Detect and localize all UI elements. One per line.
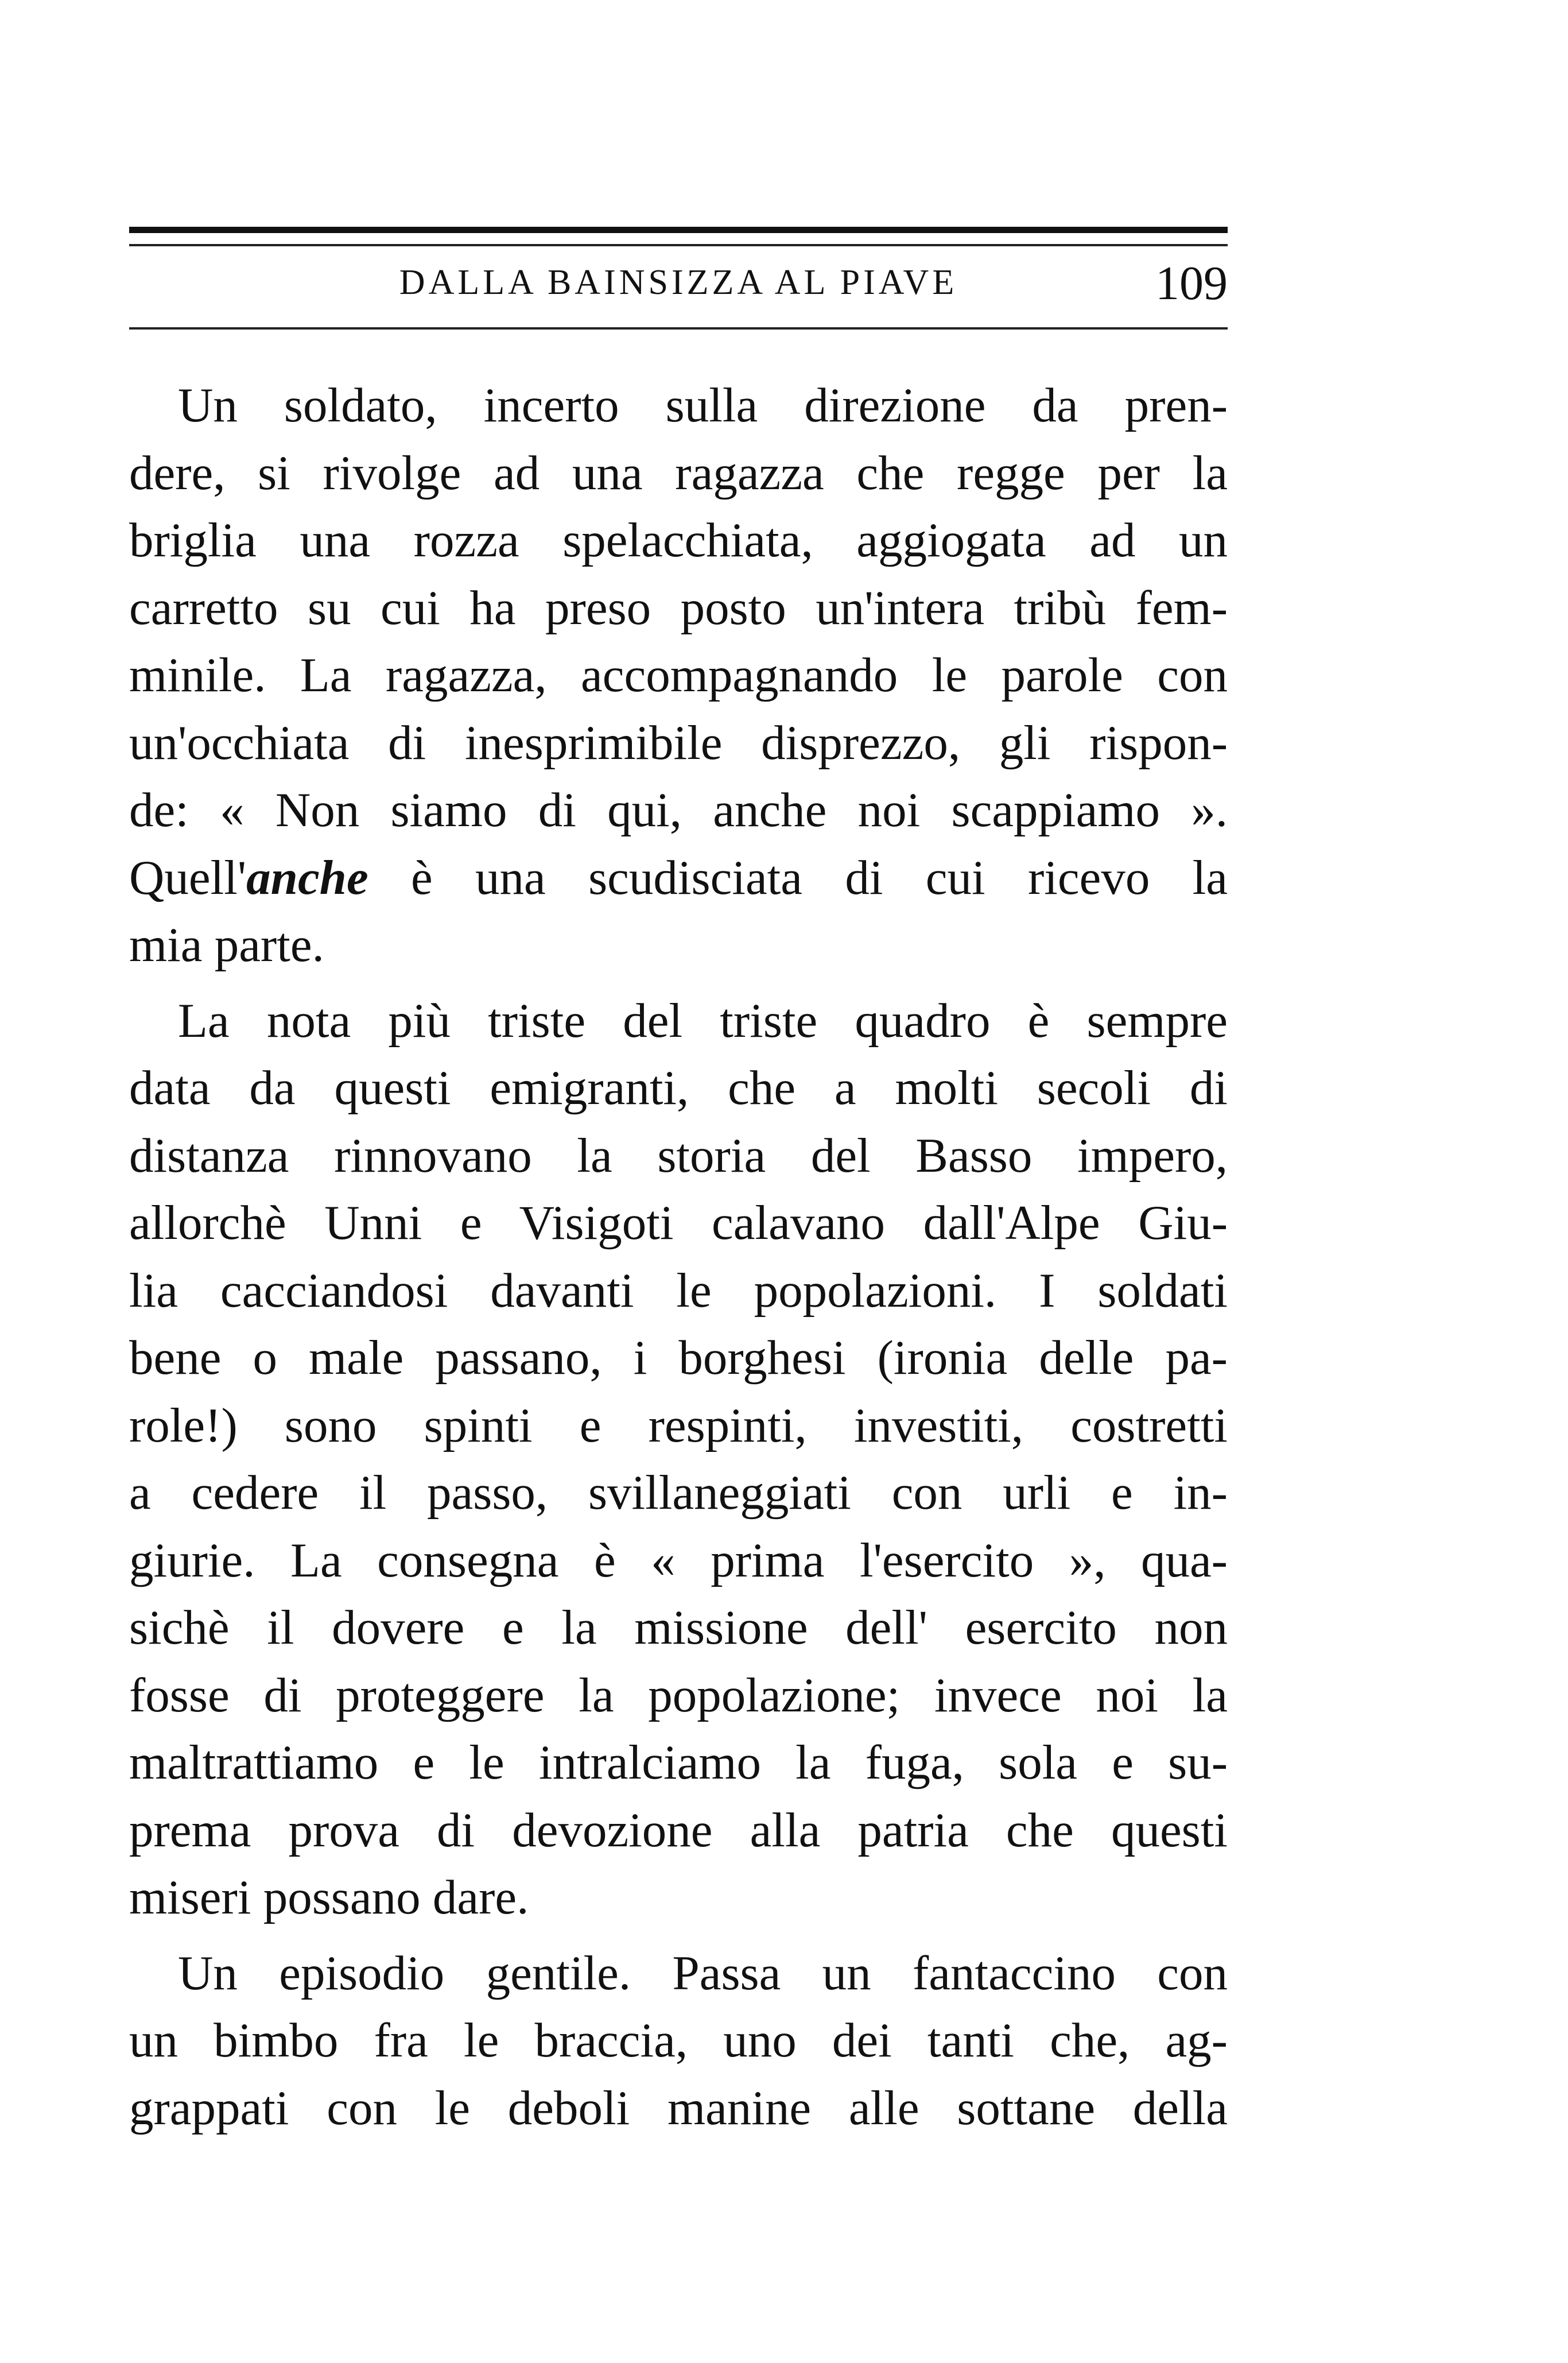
text-line: prema prova di devozione alla patria che questi: [129, 1803, 1228, 1857]
header-rule-thick: [129, 227, 1228, 233]
text-run: Quell': [129, 850, 247, 905]
text-line: La nota più triste del triste quadro è sempre: [178, 993, 1228, 1048]
text-run: è una scudisciata di cui ricevo la: [368, 850, 1228, 905]
header-rule-bottom: [129, 327, 1228, 330]
text-line: allorchè Unni e Visigoti calavano dall'Alpe Giu-: [129, 1196, 1228, 1250]
text-line: distanza rinnovano la storia del Basso impero,: [129, 1128, 1228, 1183]
text-line: miseri possano dare.: [129, 1870, 529, 1924]
page-number: 109: [1155, 257, 1228, 310]
text-line-with-italic: [129, 845, 1228, 912]
text-line: Un soldato, incerto sulla direzione da pren-: [178, 378, 1228, 432]
text-line: a cedere il passo, svillaneggiati con urli e in-: [129, 1466, 1228, 1520]
text-line: giurie. La consegna è « prima l'esercito », qua-: [129, 1533, 1228, 1587]
text-line: mia parte.: [129, 918, 324, 972]
text-line: minile. La ragazza, accompagnando le parole con: [129, 648, 1228, 702]
text-line: de: « Non siamo di qui, anche noi scappiamo ».: [129, 783, 1228, 837]
text-line: un bimbo fra le braccia, uno dei tanti che, ag-: [129, 2013, 1228, 2067]
text-line: briglia una rozza spelacchiata, aggiogata ad un: [129, 513, 1228, 567]
text-line: data da questi emigranti, che a molti secoli di: [129, 1061, 1228, 1115]
text-line: Un episodio gentile. Passa un fantaccino con: [178, 1946, 1228, 2000]
text-line: lia cacciandosi davanti le popolazioni. I soldati: [129, 1263, 1228, 1318]
text-line: carretto su cui ha preso posto un'intera tribù fem-: [129, 580, 1228, 635]
text-line: dere, si rivolge ad una ragazza che regge per la: [129, 446, 1228, 500]
running-head: [129, 255, 1228, 319]
text-line: un'occhiata di inesprimibile disprezzo, gli rispon-: [129, 715, 1228, 770]
text-line: fosse di proteggere la popolazione; invece noi la: [129, 1668, 1228, 1722]
italic-word: anche: [246, 850, 368, 905]
text-line: bene o male passano, i borghesi (ironia delle pa-: [129, 1331, 1228, 1385]
running-title: DALLA BAINSIZZA AL PIAVE: [399, 263, 958, 302]
text-line: grappati con le deboli manine alle sottane della: [129, 2081, 1228, 2135]
text-line: role!) sono spinti e respinti, investiti, costretti: [129, 1398, 1228, 1452]
text-line: maltrattiamo e le intralciamo la fuga, sola e su-: [129, 1736, 1228, 1789]
text-line: sichè il dovere e la missione dell' esercito non: [129, 1601, 1228, 1655]
body-text: [129, 372, 1228, 2142]
header-rule-thin: [129, 244, 1228, 246]
